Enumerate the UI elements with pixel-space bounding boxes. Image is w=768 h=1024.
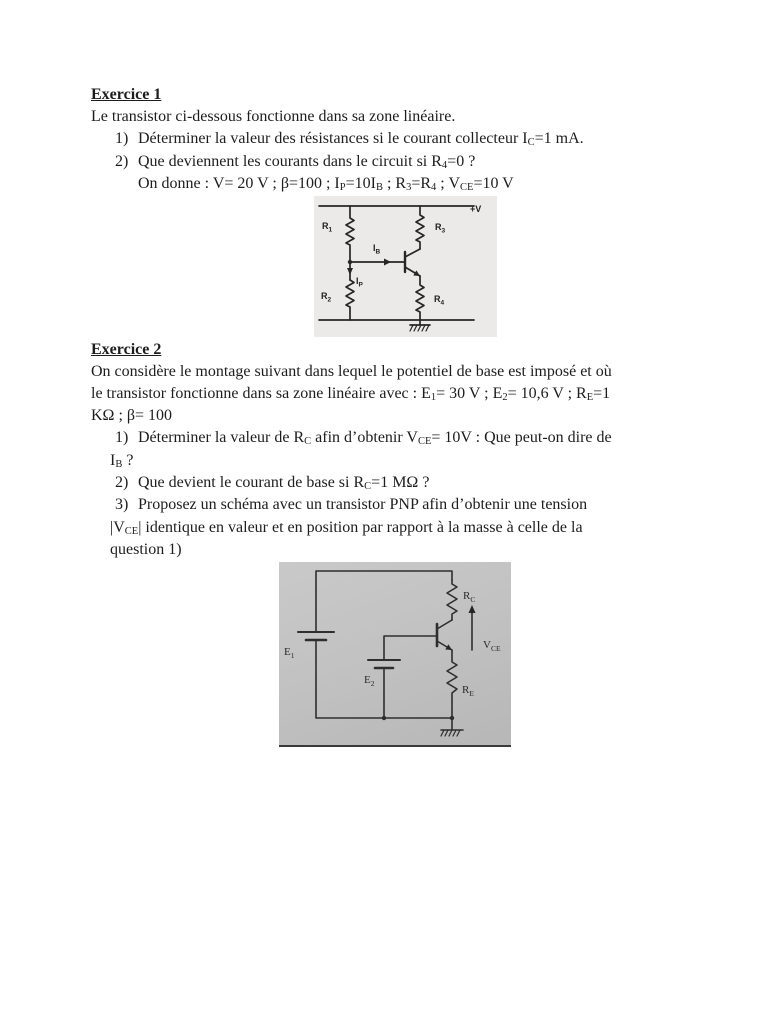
subscript: P xyxy=(339,182,346,193)
subscript: E xyxy=(586,392,594,403)
resistor-re xyxy=(447,650,457,718)
intro-text: =1 xyxy=(593,385,611,402)
label-e1: $E_1$ xyxy=(284,646,295,660)
subscript: CE xyxy=(460,182,474,193)
subscript: CE xyxy=(124,526,139,537)
question-text: =1 MΩ ? xyxy=(371,474,430,491)
circuit-diagram-1 xyxy=(314,196,497,337)
exercice1-intro: Le transistor ci-dessous fonctionne dans sa zone linéaire. xyxy=(91,108,456,125)
resistor-r4 xyxy=(416,276,424,320)
battery-e1 xyxy=(298,632,334,640)
subscript: 3 xyxy=(406,182,412,193)
question-text: Déterminer la valeur de R xyxy=(138,429,305,446)
transistor-collector xyxy=(405,249,420,257)
battery-e2 xyxy=(368,660,400,668)
exercice2-question-3 xyxy=(115,494,587,516)
label-re: $R_E$ xyxy=(462,684,474,698)
question-text: Que deviennent les courants dans le circuit si R xyxy=(138,153,442,170)
givens-text: On donne : V= 20 V ; β=100 ; I xyxy=(138,175,340,192)
givens-text: ; V xyxy=(436,175,461,192)
question-number: 1) xyxy=(115,130,129,147)
givens-text: =10I xyxy=(345,175,376,192)
exercice1-title: Exercice 1 xyxy=(91,86,162,103)
exercice1-givens xyxy=(138,173,514,195)
question-text: =1 mA. xyxy=(534,130,584,147)
transistor-collector xyxy=(437,620,452,629)
current-ib-arrow xyxy=(384,259,391,266)
exercice1-question-2 xyxy=(115,151,475,173)
subscript: 4 xyxy=(441,160,448,171)
intro-text: le transistor fonctionne dans sa zone linéaire avec : E xyxy=(91,385,431,402)
label-r2: $R_2$ xyxy=(321,291,332,304)
givens-text: =10 V xyxy=(473,175,514,192)
intro-text: = 10,6 V ; R xyxy=(507,385,587,402)
question-text: | identique en valeur et en position par rapport à la masse à celle de la xyxy=(138,519,583,536)
question-text: =0 ? xyxy=(447,153,476,170)
exercice1-question-1 xyxy=(115,128,584,150)
exercice2-intro-line-3: KΩ ; β= 100 xyxy=(91,407,173,424)
subscript: 2 xyxy=(502,392,508,403)
question-text: ? xyxy=(122,452,134,469)
question-text: Déterminer la valeur des résistances si le courant collecteur I xyxy=(138,130,528,147)
subscript: C xyxy=(527,137,535,148)
node-dot xyxy=(382,716,386,720)
label-ip: $I_P$ xyxy=(356,276,363,289)
question-text: Que devient le courant de base si R xyxy=(138,474,365,491)
givens-text: =R xyxy=(411,175,432,192)
subscript: B xyxy=(375,182,383,193)
exercice2-question-1-continued xyxy=(110,450,133,472)
subscript: C xyxy=(304,436,312,447)
question-number: 2) xyxy=(115,153,129,170)
subscript: 1 xyxy=(430,392,437,403)
question-number: 1) xyxy=(115,429,129,446)
question-text: afin d’obtenir V xyxy=(311,429,418,446)
question-text: = 10V : Que peut-on dire de xyxy=(431,429,612,446)
circuit-diagram-2 xyxy=(279,562,511,745)
exercice2-question-1 xyxy=(115,427,612,449)
givens-text: ; R xyxy=(382,175,407,192)
ground-symbol xyxy=(441,718,463,736)
base-wire xyxy=(384,636,437,660)
label-e2: $E_2$ xyxy=(364,674,375,688)
exercice2-intro-line-2 xyxy=(91,383,610,405)
exercice2-question-3-continued xyxy=(110,517,583,539)
question-text: I xyxy=(110,452,116,469)
resistor-r2 xyxy=(346,280,354,320)
ground-symbol xyxy=(410,320,430,331)
question-number: 3) xyxy=(115,496,129,513)
question-text: |V xyxy=(110,519,125,536)
subscript: 4 xyxy=(431,182,437,193)
subscript: B xyxy=(115,459,123,470)
vce-arrow-head xyxy=(469,605,476,613)
resistor-r3 xyxy=(416,206,424,249)
question-text: Proposez un schéma avec un transistor PNP afin d’obtenir une tension xyxy=(138,496,588,513)
supply-label: +V xyxy=(470,204,482,214)
question-number: 2) xyxy=(115,474,129,491)
circuit-figure-2 xyxy=(279,562,511,747)
current-ip-arrow xyxy=(347,268,353,275)
exercice2-question-3-end: question 1) xyxy=(110,541,182,558)
subscript: C xyxy=(364,481,372,492)
top-wire xyxy=(316,571,452,632)
intro-text: = 30 V ; E xyxy=(436,385,503,402)
exercice2-title: Exercice 2 xyxy=(91,341,162,358)
exercice2-question-2 xyxy=(115,472,429,494)
label-r1: $R_1$ xyxy=(322,221,333,234)
exercice2-intro-line-1: On considère le montage suivant dans lequel le potentiel de base est imposé et où xyxy=(91,363,612,380)
subscript: CE xyxy=(417,436,432,447)
label-r3: $R_3$ xyxy=(435,222,446,235)
label-rc: $R_C$ xyxy=(463,590,476,604)
resistor-rc xyxy=(447,580,457,620)
circuit-figure-1 xyxy=(314,196,497,337)
label-r4: $R_4$ xyxy=(434,294,445,307)
label-vce: $V_{CE}$ xyxy=(483,639,501,653)
label-ib: $I_B$ xyxy=(373,243,381,256)
